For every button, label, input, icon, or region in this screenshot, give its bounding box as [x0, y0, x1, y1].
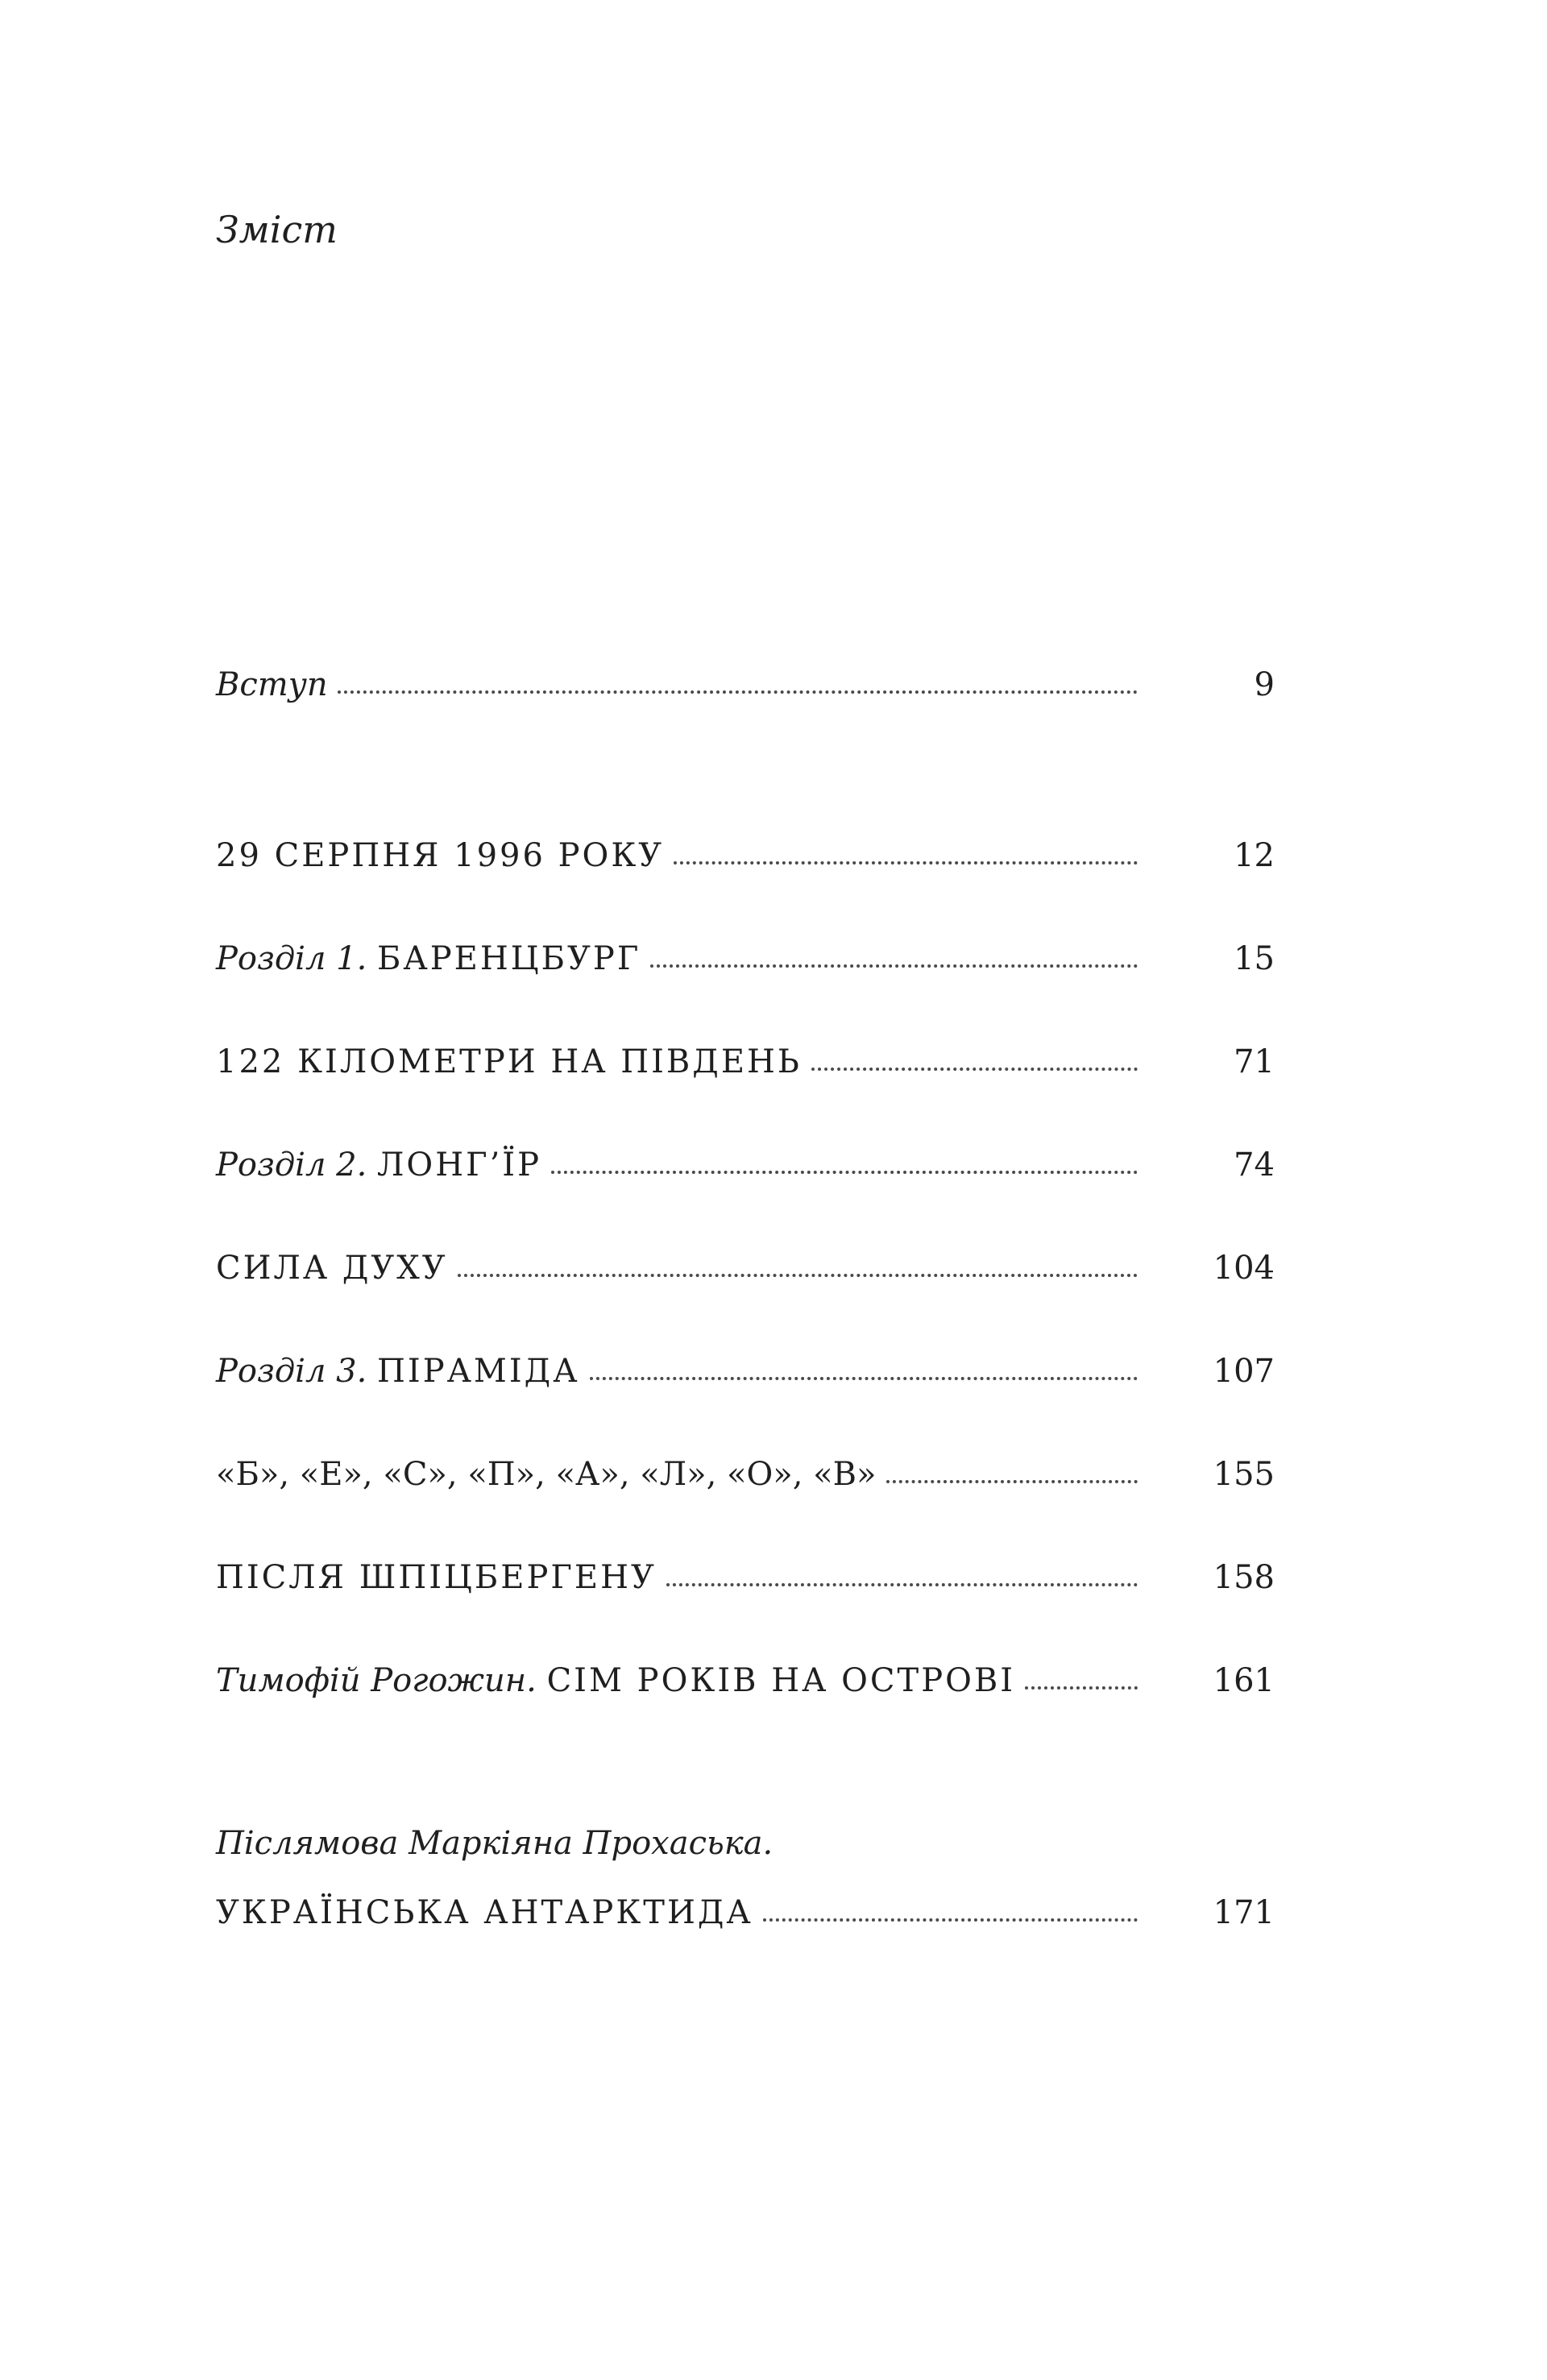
toc-page-number: 74: [1234, 1146, 1275, 1184]
toc-entry[interactable]: [216, 653, 1275, 701]
toc-entry[interactable]: [216, 1133, 1275, 1184]
toc-entry-label: 29 СЕРПНЯ 1996 РОКУ: [216, 837, 665, 874]
dot-leader: [650, 964, 1138, 968]
toc-entry-title: БАРЕНЦБУРГ: [377, 940, 641, 977]
toc-entry[interactable]: [216, 1236, 1275, 1287]
dot-leader: [811, 1068, 1138, 1071]
dot-leader: [590, 1377, 1138, 1380]
toc-entry-prefix: Тимофій Рогожин.: [216, 1662, 537, 1699]
toc-page-number: 158: [1213, 1559, 1275, 1596]
toc-entry[interactable]: [216, 927, 1275, 975]
toc-entry-prefix: Вступ: [216, 666, 328, 703]
toc-page-number: 107: [1213, 1353, 1275, 1390]
toc-page-number: 171: [1213, 1894, 1275, 1931]
toc-page-number: 155: [1213, 1456, 1275, 1493]
toc-page-number: 9: [1254, 666, 1275, 703]
dot-leader: [551, 1171, 1138, 1174]
toc-entry-label: [216, 666, 328, 703]
toc-page-number: 161: [1213, 1662, 1275, 1699]
toc-entry-title: ПІРАМІДА: [377, 1353, 580, 1390]
toc-entry-label: УКРАЇНСЬКА АНТАРКТИДА: [216, 1894, 753, 1931]
toc-entry-label: «Б», «Е», «С», «П», «А», «Л», «О», «В»: [216, 1456, 877, 1493]
toc-entry-label: [216, 1662, 1016, 1699]
toc-entry-label: 122 КІЛОМЕТРИ НА ПІВДЕНЬ: [216, 1043, 802, 1080]
toc-entry[interactable]: [216, 1442, 1275, 1491]
toc-entry[interactable]: [216, 1648, 1275, 1697]
page-title: Зміст: [216, 208, 338, 251]
toc-entry-label: [216, 1146, 541, 1184]
toc-entry-label: [216, 940, 641, 977]
toc-entry-label: ПІСЛЯ ШПІЦБЕРГЕНУ: [216, 1559, 657, 1596]
dot-leader: [763, 1918, 1138, 1922]
toc-entry-prefix: Розділ 1.: [216, 940, 367, 977]
dot-leader: [1025, 1686, 1138, 1690]
dot-leader: [666, 1583, 1138, 1586]
dot-leader: [674, 861, 1138, 865]
toc-entry[interactable]: [216, 1030, 1275, 1078]
toc-entry[interactable]: [216, 1545, 1275, 1594]
toc-entry-afterword[interactable]: [216, 1880, 1275, 1929]
toc-entry-label: [216, 1353, 580, 1390]
toc-page-number: 15: [1234, 940, 1275, 977]
toc-entry[interactable]: [216, 823, 1275, 872]
toc-entry[interactable]: [216, 1339, 1275, 1390]
toc-page-number: 104: [1213, 1250, 1275, 1287]
dot-leader: [458, 1274, 1138, 1277]
toc-page-number: 12: [1234, 837, 1275, 874]
toc-entry-label: СИЛА ДУХУ: [216, 1250, 448, 1287]
afterword-author: Післямова Маркіяна Прохаська.: [216, 1825, 774, 1862]
toc-entry-prefix: Розділ 2.: [216, 1146, 367, 1184]
toc-entry-title: СІМ РОКІВ НА ОСТРОВІ: [546, 1662, 1016, 1699]
toc-entry-prefix: Розділ 3.: [216, 1353, 367, 1390]
dot-leader: [886, 1480, 1138, 1483]
toc-page-number: 71: [1234, 1043, 1275, 1080]
dot-leader: [338, 690, 1138, 694]
toc-entry-title: ЛОНГ’ЇР: [377, 1146, 541, 1184]
